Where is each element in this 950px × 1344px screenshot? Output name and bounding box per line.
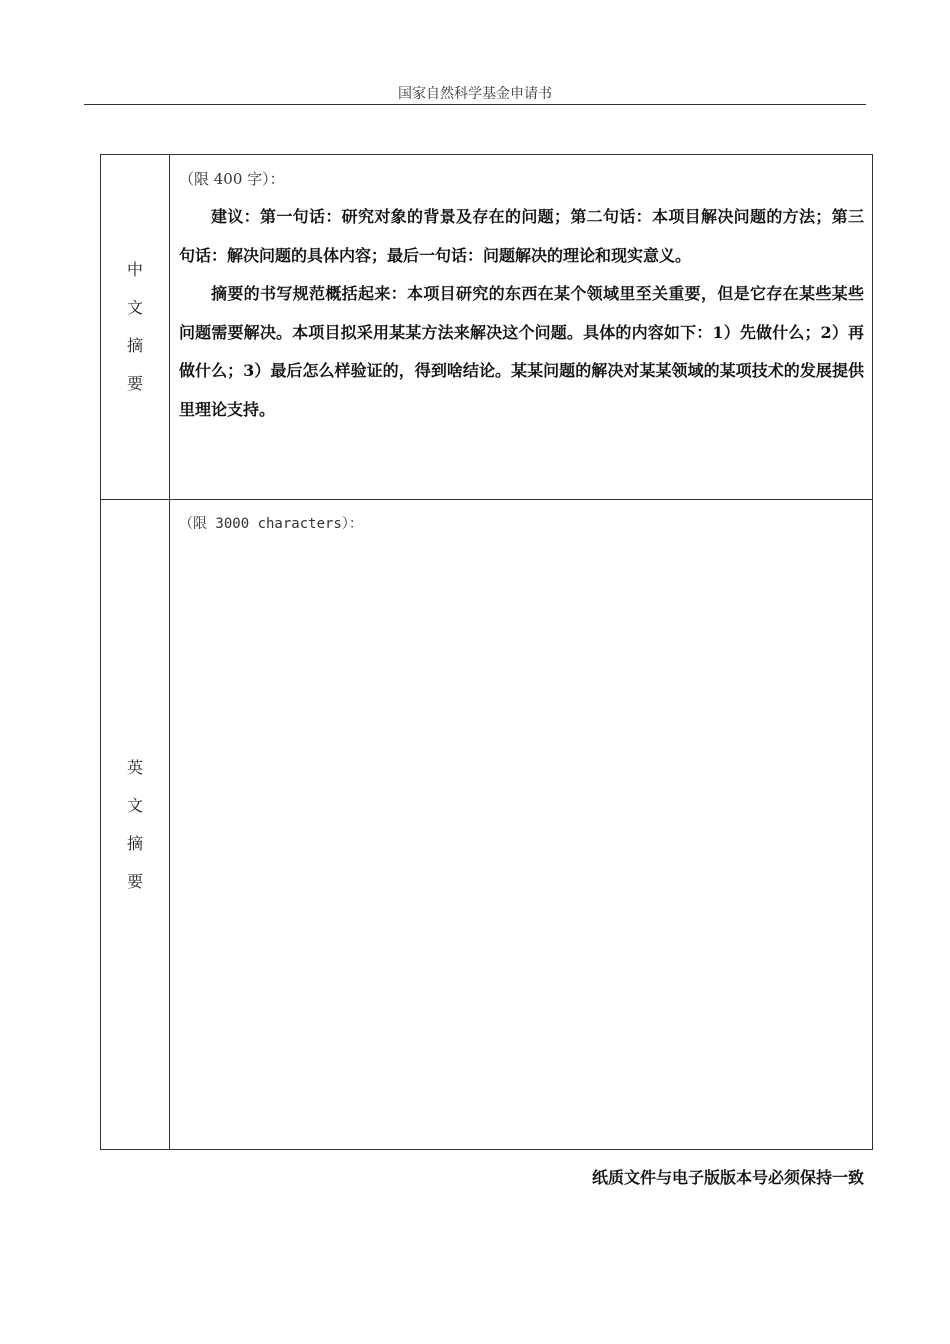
label-char: 文: [126, 795, 143, 815]
label-char: 文: [126, 298, 143, 317]
chinese-abstract-content[interactable]: [170, 155, 872, 499]
english-abstract-content[interactable]: [170, 500, 872, 1149]
label-char: 中: [126, 260, 143, 279]
label-char: 要: [126, 871, 143, 891]
abstract-table: [100, 154, 873, 1150]
chinese-limit-note: （限 400 字）：: [179, 170, 285, 188]
label-char: 摘: [126, 833, 143, 853]
page-header-title: 国家自然科学基金申请书: [398, 86, 552, 102]
english-abstract-row: [101, 500, 872, 1149]
english-abstract-label: [101, 500, 170, 1149]
english-limit-note: （限 3000 characters）：: [179, 516, 363, 532]
label-char: 摘: [126, 336, 143, 355]
label-char: 英: [126, 757, 143, 777]
abstract-paragraph: 建议：第一句话：研究对象的背景及存在的问题；第二句话：本项目解决问题的方法；第三句话：解决问题的具体内容；最后一句话：问题解决的理论和现实意义。: [179, 207, 864, 265]
chinese-abstract-row: [101, 155, 872, 500]
chinese-abstract-label: [101, 155, 170, 499]
abstract-paragraph: 摘要的书写规范概括起来：本项目研究的东西在某个领域里至关重要，但是它存在某些某些问题需要解决。本项目拟采用某某方法来解决这个问题。具体的内容如下：1）先做什么；2）再做什么；3）最后怎么样验证的，得到啥结论。某某问题的解决对某某领域的某项技术的发展提供里理论支持。: [179, 284, 864, 419]
footer-note: 纸质文件与电子版版本号必须保持一致: [591, 1168, 864, 1187]
header-rule: [84, 104, 866, 105]
label-char: 要: [126, 374, 143, 393]
